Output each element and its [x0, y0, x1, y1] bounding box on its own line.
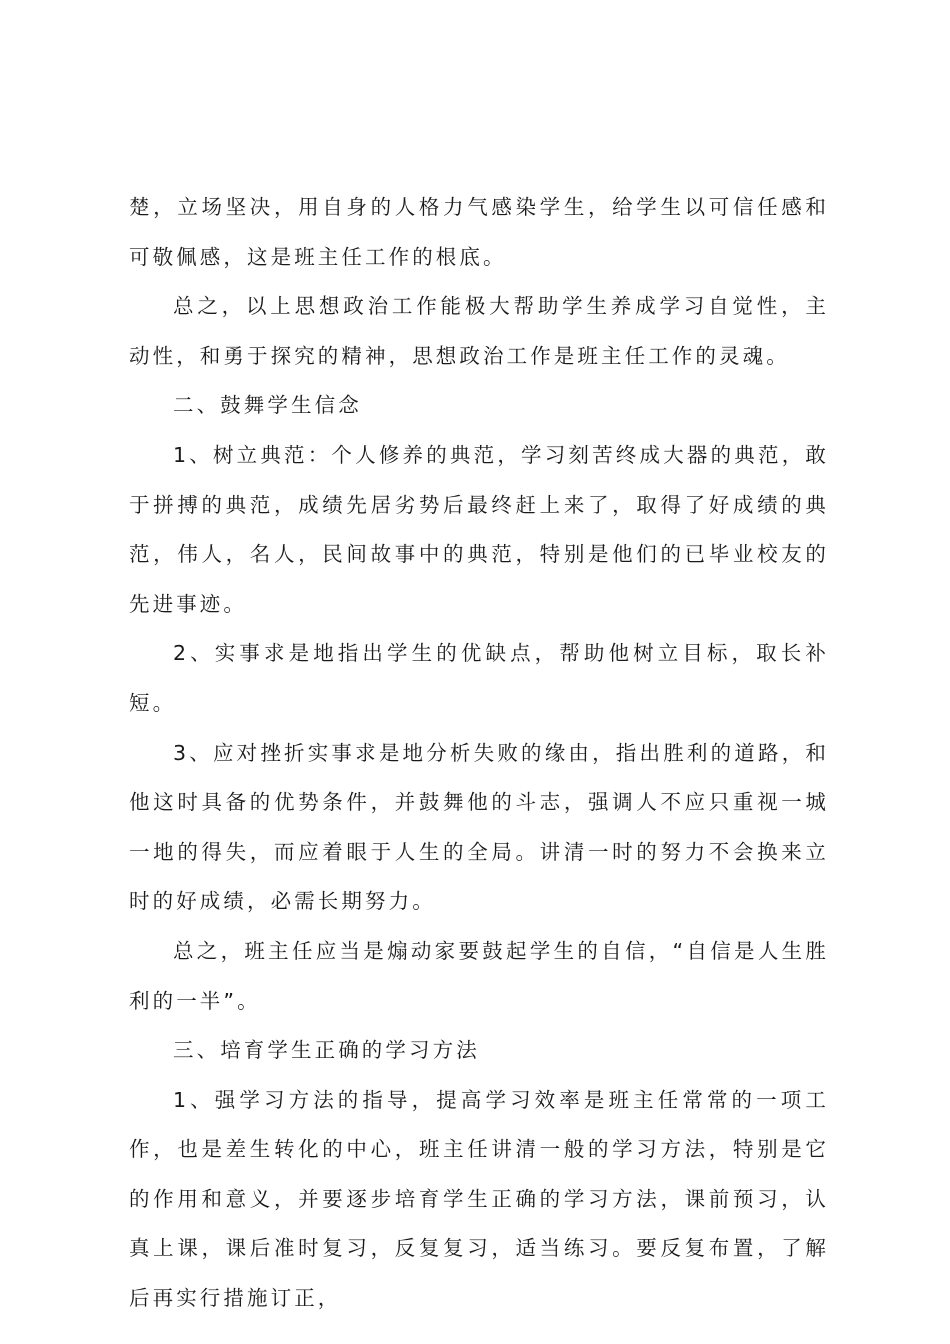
- paragraph-4: 2、实事求是地指出学生的优缺点，帮助他树立目标，取长补短。: [129, 641, 829, 715]
- paragraph-5: 3、应对挫折实事求是地分析失败的缘由，指出胜利的道路，和他这时具备的优势条件，并鼓舞他的斗志，强调人不应只重视一城一地的得失，而应着眼于人生的全局。讲清一时的努力不会换来立时的好成绩，必需长期努力。: [129, 740, 829, 914]
- paragraph-2: 总之，以上思想政治工作能极大帮助学生养成学习自觉性，主动性，和勇于探究的精神，思想政治工作是班主任工作的灵魂。: [129, 294, 829, 368]
- section-heading-2: 二、鼓舞学生信念: [173, 393, 362, 418]
- paragraph-6: 总之，班主任应当是煽动家要鼓起学生的自信，“自信是人生胜利的一半”。: [129, 938, 829, 1013]
- document-body: [129, 183, 829, 1324]
- paragraph-7: 1、强学习方法的指导，提高学习效率是班主任常常的一项工作，也是差生转化的中心，班主任讲清一般的学习方法，特别是它的作用和意义，并要逐步培育学生正确的学习方法，课前预习，认真上课，课后准时复习，反复复习，适当练习。要反复布置，了解后再实行措施订正，: [129, 1087, 829, 1311]
- section-heading-3: 三、培育学生正确的学习方法: [173, 1038, 480, 1063]
- paragraph-1: 楚，立场坚决，用自身的人格力气感染学生，给学生以可信任感和可敬佩感，这是班主任工作的根底。: [129, 195, 829, 269]
- paragraph-3: 1、树立典范：个人修养的典范，学习刻苦终成大器的典范，敢于拼搏的典范，成绩先居劣势后最终赶上来了，取得了好成绩的典范，伟人，名人，民间故事中的典范，特别是他们的已毕业校友的先进事迹。: [129, 442, 829, 616]
